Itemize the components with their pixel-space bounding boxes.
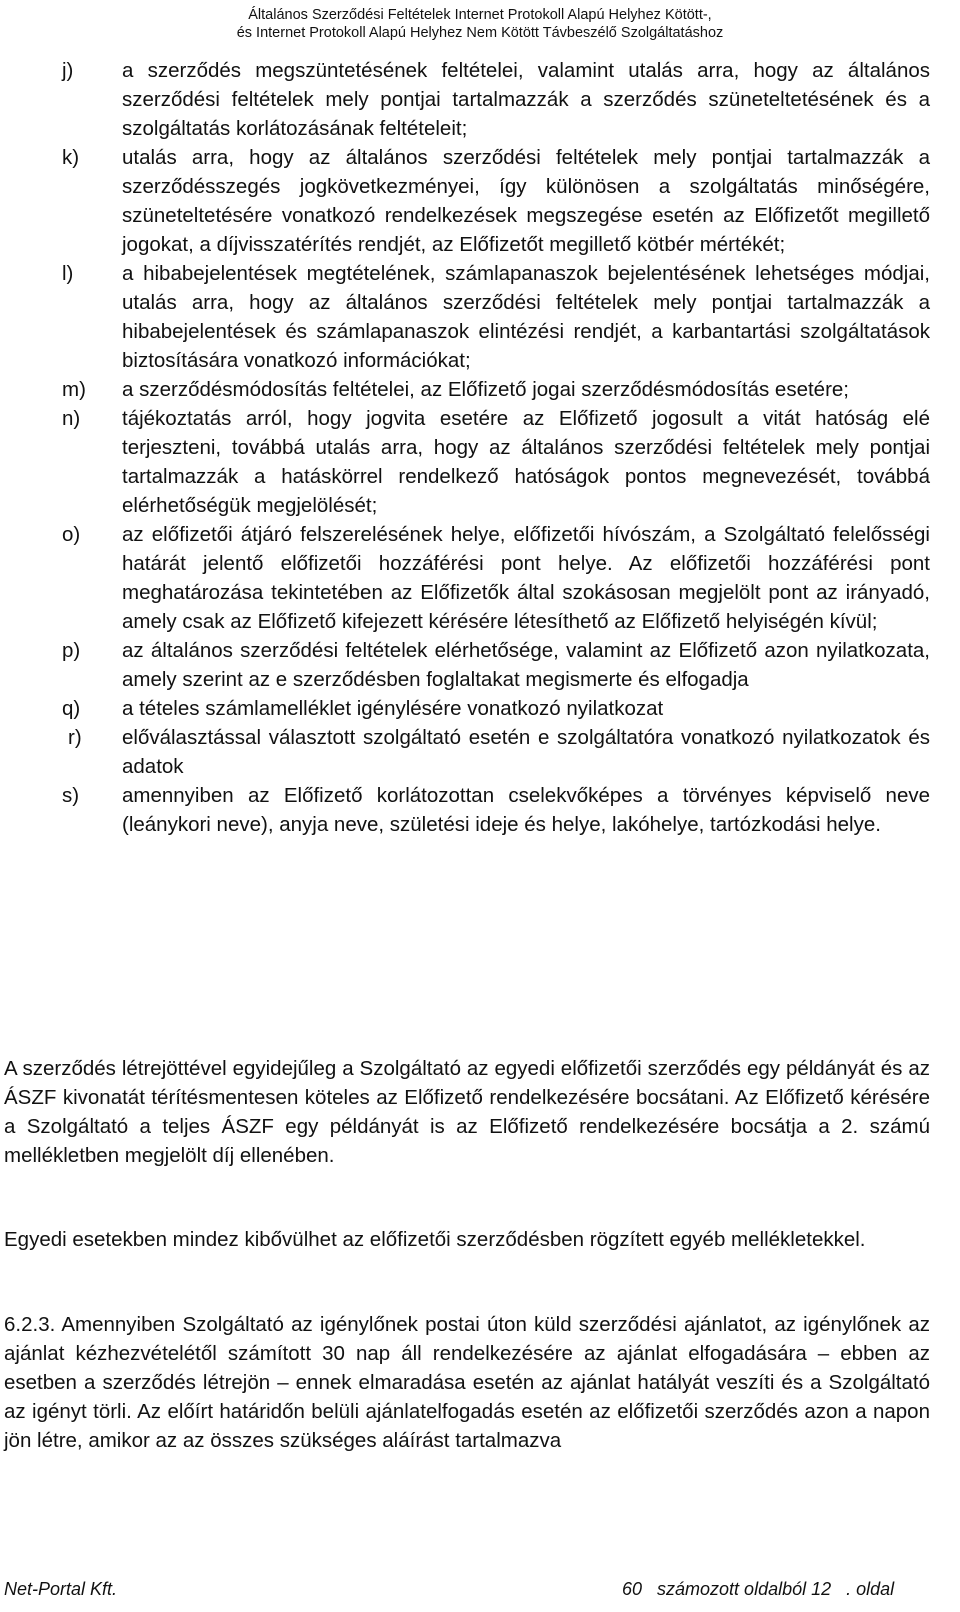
list-item-label: m) xyxy=(62,378,86,401)
list-item-text: előválasztással választott szolgáltató esetén e szolgáltatóra vonatkozó nyilatkozatok és adatok xyxy=(122,726,930,778)
list-item-text: utalás arra, hogy az általános szerződési feltételek mely pontjai tartalmazzák a szerződésszegés jogkövetkezményei, így különösen a szolgáltatás minőségére, szüneteltetésére vonatkozó rendelkezések megszegése esetén az Előfizetőt megillető jogokat, a díjvisszatérítés rendjét, az Előfizetőt megillető kötbér mértékét; xyxy=(122,146,930,256)
list-item-n xyxy=(0,404,960,520)
list-item-text: az előfizetői átjáró felszerelésének helye, előfizetői hívószám, a Szolgáltató felelősségi határát jelentő előfizetői hozzáférési pont helye. Az előfizetői hozzáférési pont meghatározása tekintetében az Előfizetők által szokásosan megjelölt pont az irányadó, amely csak az Előfizető kifejezett kérésére létesíthető az Előfizető helyiségén kívül; xyxy=(122,523,930,633)
list-item-s xyxy=(0,781,960,839)
list-item-label: q) xyxy=(62,697,81,720)
list-item-label: n) xyxy=(62,407,81,430)
list-item-label: s) xyxy=(62,784,80,807)
list-item-label: o) xyxy=(62,523,81,546)
list-item-j xyxy=(0,56,960,143)
header-line-2: és Internet Protokoll Alapú Helyhez Nem Kötött Távbeszélő Szolgáltatáshoz xyxy=(236,25,724,41)
footer-company: Net-Portal Kft. xyxy=(4,1579,118,1599)
footer-page-number: 60 számozott oldalból 12 . oldal xyxy=(622,1579,895,1599)
list-item-q xyxy=(0,694,960,723)
conditions-list xyxy=(0,56,960,839)
list-item-o xyxy=(0,520,960,636)
list-item-label: j) xyxy=(62,59,74,82)
header-line-1: Általános Szerződési Feltételek Internet Protokoll Alapú Helyhez Kötött-, xyxy=(248,7,712,23)
list-item-label: k) xyxy=(62,146,80,169)
list-item-text: amennyiben az Előfizető korlátozottan cselekvőképes a törvényes képviselő neve (leánykori neve), anyja neve, születési ideje és helye, lakóhelye, tartózkodási helye. xyxy=(122,784,930,836)
list-item-text: a hibabejelentések megtételének, számlapanaszok bejelentésének lehetséges módjai, utalás arra, hogy az általános szerződési feltételek mely pontjai tartalmazzák a hibabejelentések és számlapanaszok elintézési rendjét, a karbantartási szolgáltatások biztosítására vonatkozó információkat; xyxy=(122,262,930,372)
list-item-l xyxy=(0,259,960,375)
list-item-k xyxy=(0,143,960,259)
list-item-label: r) xyxy=(68,726,82,749)
list-item-text: tájékoztatás arról, hogy jogvita esetére az Előfizető jogosult a vitát hatóság elé terjeszteni, továbbá utalás arra, hogy az általános szerződési feltételek mely pontjai tartalmazzák a hatáskörrel rendelkező hatóságok pontos megnevezését, továbbá elérhetőségük megjelölését; xyxy=(122,407,930,517)
list-item-text: a szerződés megszüntetésének feltételei, valamint utalás arra, hogy az általános szerződési feltételek mely pontjai tartalmazzák a szerződés szüneteltetésének és a szolgáltatás korlátozásának feltételeit; xyxy=(122,59,930,140)
page-header xyxy=(0,6,960,42)
list-item-m xyxy=(0,375,960,404)
list-item-text: a tételes számlamelléklet igénylésére vonatkozó nyilatkozat xyxy=(122,697,664,720)
list-item-text: a szerződésmódosítás feltételei, az Előfizető jogai szerződésmódosítás esetére; xyxy=(122,378,849,401)
paragraph-contract-copy: A szerződés létrejöttével egyidejűleg a Szolgáltató az egyedi előfizetői szerződés egy példányát és az ÁSZF kivonatát térítésmentesen köteles az Előfizető rendelkezésére bocsátani. Az Előfizető kérésére a Szolgáltató a teljes ÁSZF egy példányát is az Előfizető rendelkezésére bocsátja a 2. számú mellékletben megjelölt díj ellenében. xyxy=(4,1057,930,1167)
list-item-text: az általános szerződési feltételek elérhetősége, valamint az Előfizető azon nyilatkozata, amely szerint az e szerződésben foglaltakat megismerte és elfogadja xyxy=(122,639,930,691)
list-item-label: l) xyxy=(62,262,74,285)
paragraph-additional-annexes: Egyedi esetekben mindez kibővülhet az előfizetői szerződésben rögzített egyéb mellékletekkel. xyxy=(4,1228,866,1251)
list-item-p xyxy=(0,636,960,694)
list-item-label: p) xyxy=(62,639,81,662)
paragraph-section-6-2-3: 6.2.3. Amennyiben Szolgáltató az igénylőnek postai úton küld szerződési ajánlatot, az igénylőnek az ajánlat kézhezvételétől számított 30 nap áll rendelkezésére az ajánlat elfogadására – ebben az esetben a szerződés létrejön – ennek elmaradása esetén az ajánlat hatályát veszíti és a Szolgáltató az igényt törli. Az előírt határidőn belüli ajánlatelfogadás esetén az előfizetői szerződés azon a napon jön létre, amikor az az összes szükséges aláírást tartalmazva xyxy=(4,1313,930,1452)
list-item-r xyxy=(0,723,960,781)
